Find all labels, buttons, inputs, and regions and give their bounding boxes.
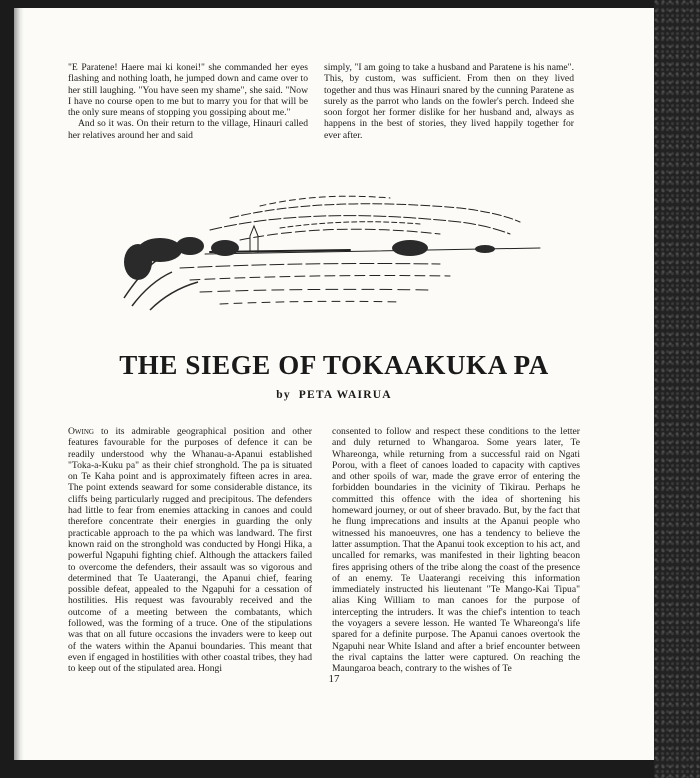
article-byline — [14, 389, 654, 401]
coastal-landscape-illustration — [110, 188, 550, 318]
byline-author: PETA WAIRUA — [298, 389, 392, 401]
article-right-column — [332, 426, 580, 675]
story-ending-left-column — [68, 62, 308, 141]
article-paragraph: consented to follow and respect these conditions to the letter and duly returned to Whangaroa. Some years later, Te Whareonga, while returning from a successful raid on Ngati Porou, with a fleet of canoes loaded to capacity with captives and other spoils of war, made the grave error of entering the forbidden boundaries in the vicinity of Tikirau. Perhaps he committed this offence with the idea of shortening his homeward journey, or out of sheer bravado. But, by the fact that he flung imprecations and insults at the Apanui people who witnessed his manoeuvres, one has a tendency to believe the latter assumption. That the Apanui took exception to his act, and uncalled for remarks, was manifested in their lighting beacon fires apprising others of the tribe along the coast of the presence of an enemy. Te Uaaterangi receiving this information immediately instructed his lieutenant "Te Mango-Kai Tipua" alias King William to man canoes for the purpose of intercepting the intruders. It was the chief's intention to teach the voyagers a severe lesson. He wanted Te Whareonga's life spared for a definite purpose. The Apanui canoes overtook the Ngapuhi near White Island and after a brief encounter between the rival captains the latter were captured. On reaching the Maungaroa beach, contrary to the wishes of Te — [332, 426, 580, 675]
article-left-column — [68, 426, 312, 675]
page-spine-shadow — [14, 8, 24, 760]
story-paragraph: And so it was. On their return to the village, Hinauri called her relatives around her and said — [68, 118, 308, 141]
magazine-page — [14, 8, 654, 760]
article-text: to its admirable geographical position and other features favourable for the purposes of defence it can be readily understood why the Whanau-a-Apanui established "Toka-a-Kuku pa" as their chief stronghold. The pa is situated on Te Kaha point and is approximately fifteen acres in area. The point extends seaward for some considerable distance, its cliffs being particularly rugged and precipitous. The defenders had little to fear from enemies attacking in canoes and could therefore concentrate their energies in guarding the only practicable approach to the pa which was landward. The first known raid on the stronghold was conducted by Hongi Hika, a powerful Ngapuhi fighting chief. Although the attackers failed to overcome the defenders, their assault was so vigorous and determined that Te Uaaterangi, the Apanui chief, fearing possible defeat, appealed to the Ngapuhi for a cessation of hostilities. His request was favourably received and the outcome of a meeting between the combatants, which followed, was the forming of a truce. One of the stipulations was that on all future occasions the invaders were to keep out of the waters within the Apanui boundaries. This meant that even if engaged in hostilities with other coastal tribes, they had to keep out of the stipulated area. Hongi — [68, 426, 312, 675]
story-paragraph: simply, "I am going to take a husband and Paratene is his name". This, by custom, was sufficient. From then on they lived together and thus was Hinauri snared by the cunning Paratene as surely as the parrot who lands on the fowler's perch. Indeed she soon forgot her former dislike for her husband and, always as happens in the best of stories, they lived happily together for ever after. — [324, 62, 574, 141]
byline-prefix: by — [276, 389, 291, 401]
story-paragraph: "E Paratene! Haere mai ki konei!" she commanded her eyes flashing and nothing loath, he jumped down and came over to her still laughing. "You have seen my shame", she said. "Now I have no course open to me but to marry you for that will be the only sure means of stopping you gossiping about me." — [68, 62, 308, 119]
lead-word: Owing — [68, 426, 94, 437]
scan-background — [654, 0, 700, 778]
article-title: THE SIEGE OF TOKAAKUKA PA — [119, 350, 549, 380]
story-ending-right-column — [324, 62, 574, 141]
page-number: 17 — [328, 673, 340, 685]
article-paragraph — [68, 426, 312, 675]
